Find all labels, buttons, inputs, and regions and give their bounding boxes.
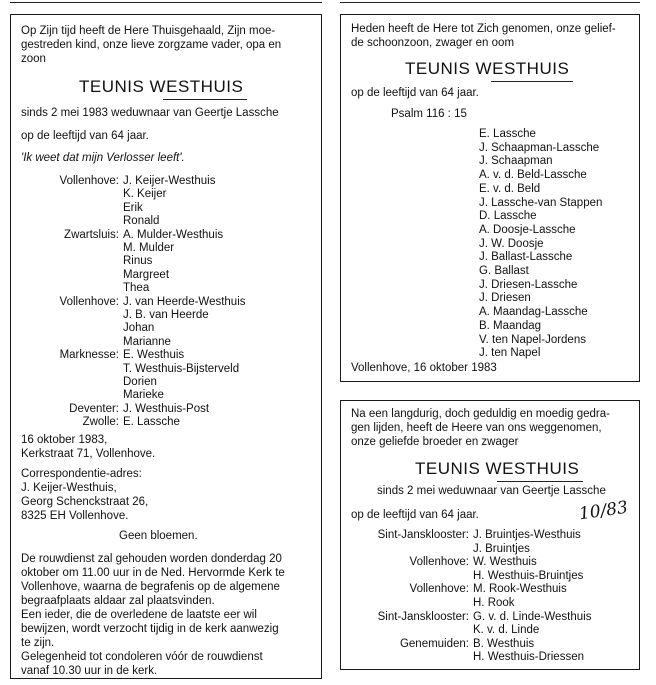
deceased-name-text: TEUNIS WESTHUIS (405, 59, 570, 78)
correspondence-heading: Correspondentie-adres: (21, 468, 142, 480)
top-rule-left (10, 2, 322, 3)
family-name: J. W. Doosje (479, 237, 544, 250)
family-row (341, 651, 641, 664)
age-line: op de leeftijd van 64 jaar. (21, 130, 149, 142)
intro-line-2: de schoonzoon, zwager en oom (351, 37, 515, 49)
family-name: G. v. d. Linde-Westhuis (473, 610, 592, 623)
family-row (341, 597, 641, 610)
name-underline (163, 99, 247, 100)
family-row (341, 529, 641, 542)
quote-line: 'Ik weet dat mijn Verlosser leeft'. (21, 152, 185, 164)
family-name: J. Westhuis-Post (123, 402, 210, 415)
service-line-4: begraafplaats aldaar zal plaatsvinden. (21, 595, 215, 607)
family-row (341, 638, 641, 651)
family-name: Erik (123, 201, 143, 214)
family-row (341, 543, 641, 556)
family-place: Genemuiden: (399, 637, 469, 650)
address-line: Kerkstraat 71, Vollenhove. (21, 448, 156, 460)
since-line: sinds 2 mei weduwnaar van Geertje Lassche (377, 485, 606, 497)
family-name: Margreet (123, 268, 170, 281)
family-row (11, 376, 323, 389)
family-name: E. v. d. Beld (479, 182, 541, 195)
family-place: Vollenhove: (59, 175, 119, 187)
family-row (11, 296, 323, 309)
family-name: Marianne (123, 335, 171, 348)
correspondence-street: Georg Schenckstraat 26, (21, 496, 149, 508)
family-name: J. Keijer-Westhuis (123, 175, 216, 187)
family-name: A. Maandag-Lassche (479, 306, 588, 319)
family-name: K. Keijer (123, 188, 167, 201)
family-name: A. Mulder-Westhuis (123, 228, 224, 241)
family-place: Deventer: (69, 402, 119, 415)
family-row (11, 242, 323, 255)
since-line: sinds 2 mei 1983 weduwnaar van Geertje Lassche (21, 107, 279, 119)
service-line-1: De rouwdienst zal gehouden worden donderdag 20 (21, 553, 282, 565)
date-line: 16 oktober 1983, (21, 434, 108, 446)
family-row (11, 416, 323, 429)
family-row (11, 363, 323, 376)
intro-line-1: Heden heeft de Here tot Zich genomen, onze gelief- (351, 23, 616, 35)
family-place: Sint-Jansklooster: (377, 529, 469, 541)
family-name: E. Lassche (123, 416, 180, 429)
family-name: J. Schaapman (479, 155, 553, 168)
family-name: A. v. d. Beld-Lassche (479, 169, 587, 182)
family-name: J. Lassche-van Stappen (479, 196, 603, 209)
service-line-6: bewijzen, wordt verzocht tijdig in de kerk aanwezig (21, 623, 279, 635)
service-line-8: Gelegenheid tot condoleren vóór de rouwdienst (21, 651, 263, 663)
family-name: J. Driesen (479, 292, 531, 305)
family-name: Ronald (123, 215, 160, 228)
notice-right-top (340, 14, 640, 382)
family-name: E. Westhuis (123, 349, 185, 362)
top-rule-right (340, 2, 640, 3)
family-name: D. Lassche (479, 210, 537, 223)
family-name: J. B. van Heerde (123, 309, 209, 321)
family-name: H. Rook (473, 597, 515, 609)
family-place: Marknesse: (59, 349, 119, 362)
deceased-name-text: TEUNIS WESTHUIS (415, 459, 580, 478)
no-flowers: Geen bloemen. (119, 530, 198, 542)
intro-line-3: onze geliefde broeder en zwager (351, 436, 519, 448)
family-row (11, 215, 323, 228)
family-row (11, 269, 323, 282)
family-name: T. Westhuis-Bijsterveld (123, 362, 240, 375)
family-name: J. Bruintjes (473, 542, 530, 555)
family-name: W. Westhuis (473, 556, 537, 569)
family-name: H. Westhuis-Driessen (473, 651, 584, 664)
intro-line-1: Na een langdurig, doch geduldig en moedig gedra- (351, 408, 610, 420)
service-line-9: vanaf 10.30 uur in de kerk. (21, 665, 158, 677)
footer-line: Vollenhove, 16 oktober 1983 (351, 362, 497, 374)
family-name: V. ten Napel-Jordens (479, 333, 586, 346)
family-name: B. Maandag (479, 319, 542, 332)
family-row (11, 322, 323, 335)
notice-right-bottom (340, 400, 640, 670)
family-name: J. Bruintjes-Westhuis (473, 529, 581, 541)
family-place: Vollenhove: (409, 556, 469, 569)
family-row (11, 175, 323, 188)
family-row (11, 202, 323, 215)
family-row (341, 570, 641, 583)
family-place: Zwolle: (82, 416, 119, 429)
family-row (11, 309, 323, 322)
deceased-name-text: TEUNIS WESTHUIS (79, 77, 244, 96)
service-line-7: te zijn. (21, 637, 55, 649)
family-name: E. Lassche (479, 128, 536, 140)
intro-line-2: gestreden kind, onze lieve zorgzame vader, opa en (21, 39, 282, 51)
family-row (341, 624, 641, 637)
family-name: J. van Heerde-Westhuis (123, 295, 246, 308)
family-row (11, 255, 323, 268)
service-line-3: Vollenhove, waarna de begrafenis op de algemene (21, 581, 280, 593)
family-name: J. Driesen-Lassche (479, 278, 578, 291)
name-underline (491, 81, 573, 82)
family-name: G. Ballast (479, 265, 529, 277)
family-name: M. Rook-Westhuis (473, 583, 567, 596)
family-place: Sint-Jansklooster: (377, 610, 469, 623)
family-name: Marieke (123, 389, 164, 402)
family-name: K. v. d. Linde (473, 624, 540, 637)
family-row (341, 611, 641, 624)
family-row (11, 229, 323, 242)
family-place: Vollenhove: (59, 295, 119, 308)
age-line: op de leeftijd van 64 jaar. (351, 509, 479, 521)
correspondence-name: J. Keijer-Westhuis, (21, 482, 117, 494)
family-name: Johan (123, 322, 155, 335)
notice-left (10, 14, 322, 679)
family-name: Dorien (123, 376, 157, 388)
family-name: J. ten Napel (479, 347, 541, 360)
correspondence-postal: 8325 EH Vollenhove. (21, 510, 129, 522)
intro-line-2: gen lijden, heeft de Heere van ons weggenomen, (351, 422, 602, 434)
family-row (341, 583, 641, 596)
service-line-2: oktober om 11.00 uur in de Ned. Hervormde Kerk te (21, 567, 285, 579)
deceased-name (79, 77, 243, 97)
family-place: Vollenhove: (409, 583, 469, 596)
deceased-name (415, 459, 579, 479)
age-line: op de leeftijd van 64 jaar. (351, 87, 479, 99)
family-row (341, 556, 641, 569)
handwritten-date: 10/83 (577, 497, 630, 525)
family-name: B. Westhuis (473, 637, 535, 650)
family-name: J. Schaapman-Lassche (479, 141, 600, 154)
family-name: Rinus (123, 255, 153, 268)
psalm-line: Psalm 116 : 15 (391, 108, 467, 120)
family-row (11, 349, 323, 362)
intro-line-3: zoon (21, 53, 46, 65)
service-line-5: Een ieder, die de overledene de laatste eer wil (21, 609, 257, 621)
family-row (11, 336, 323, 349)
family-row (11, 282, 323, 295)
family-name: J. Ballast-Lassche (479, 251, 573, 264)
family-name: Thea (123, 282, 150, 295)
deceased-name (405, 59, 569, 79)
family-place: Zwartsluis: (64, 228, 119, 241)
family-row (11, 403, 323, 416)
family-name: M. Mulder (123, 242, 175, 254)
family-name: H. Westhuis-Bruintjes (473, 569, 584, 582)
intro-line-1: Op Zijn tijd heeft de Here Thuisgehaald, Zijn moe- (21, 25, 276, 37)
family-row (11, 389, 323, 402)
name-underline (497, 481, 583, 482)
family-row (11, 188, 323, 201)
family-name: A. Doosje-Lassche (479, 223, 576, 236)
